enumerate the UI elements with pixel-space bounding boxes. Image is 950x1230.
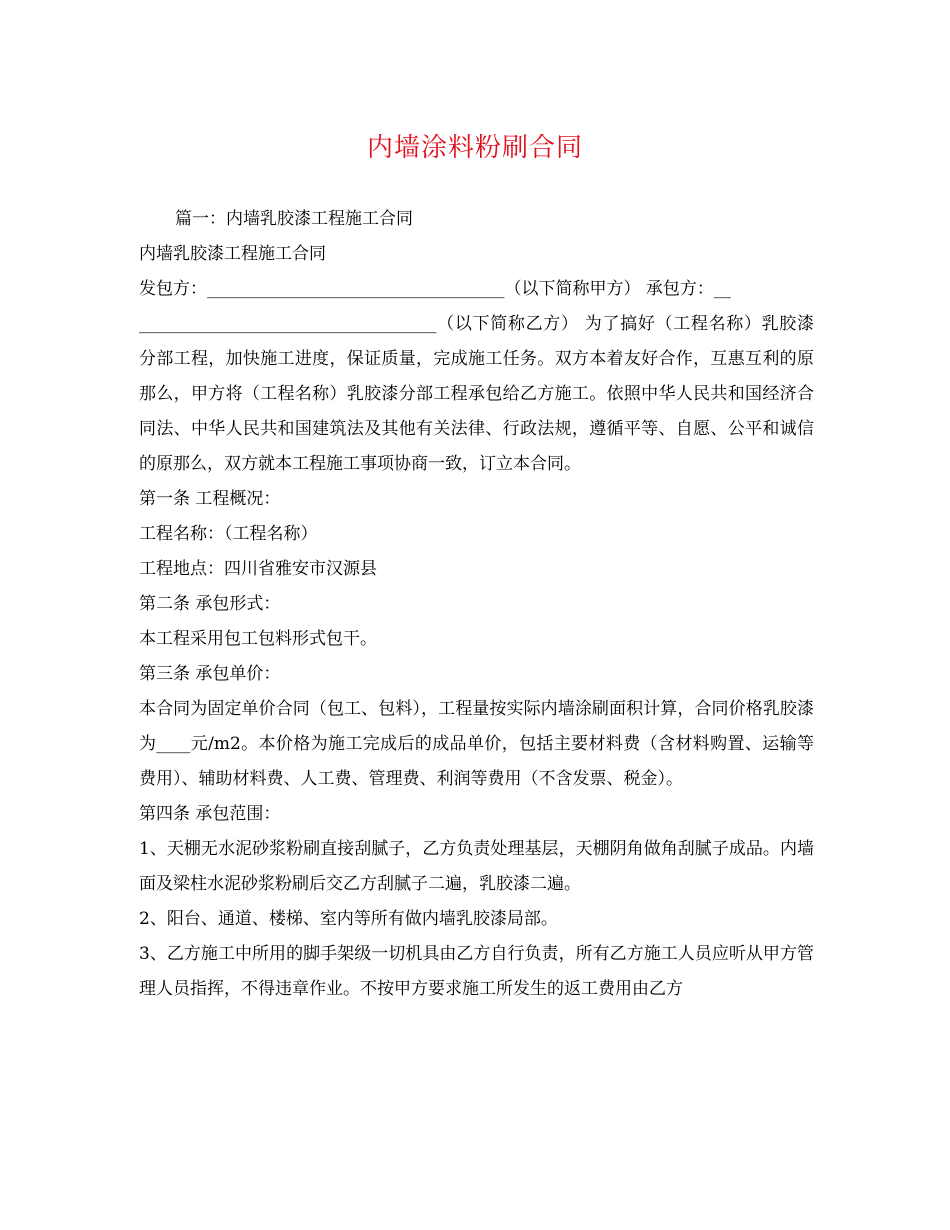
document-title: 内墙涂料粉刷合同 xyxy=(366,133,583,163)
unit-price-paragraph: 本合同为固定单价合同（包工、包料），工程量按实际内墙涂刷面积计算，合同价格乳胶漆为____元/m2。本价格为施工完成后的成品单价，包括主要材料费（含材料购置、运输等费用）、辅助材料费、人工费、管理费、利润等费用（不含发票、税金）。 xyxy=(139,699,814,789)
project-location-line: 工程地点：四川省雅安市汉源县 xyxy=(139,559,377,579)
article-4-heading: 第四条 承包范围： xyxy=(139,804,281,824)
contract-form-paragraph: 本工程采用包工包料形式包干。 xyxy=(139,629,377,649)
article-1-heading: 第一条 工程概况： xyxy=(139,489,281,509)
project-name-line: 工程名称：（工程名称） xyxy=(139,524,318,544)
intro-paragraph: ___________________________________（以下简称乙方） 为了搞好（工程名称）乳胶漆分部工程，加快施工进度，保证质量，完成施工任务。双方本着友好合作，互惠互利的原那么，甲方将（工程名称）乳胶漆分部工程承包给乙方施工。依照中华人民共和国经济合同法、中华人民共和国建筑法及其他有关法律、行政法规，遵循平等、自愿、公平和诚信的原那么，双方就本工程施工事项协商一致，订立本合同。 xyxy=(139,314,814,474)
section-heading: 篇一：内墙乳胶漆工程施工合同 xyxy=(175,209,413,229)
article-3-heading: 第三条 承包单价： xyxy=(139,664,281,684)
scope-item-2: 2、阳台、通道、楼梯、室内等所有做内墙乳胶漆局部。 xyxy=(139,909,558,929)
contract-subtitle: 内墙乳胶漆工程施工合同 xyxy=(139,244,326,264)
scope-item-1: 1、天棚无水泥砂浆粉刷直接刮腻子，乙方负责处理基层，天棚阴角做角刮腻子成品。内墙面及梁柱水泥砂浆粉刷后交乙方刮腻子二遍，乳胶漆二遍。 xyxy=(139,839,814,894)
document-body xyxy=(139,202,814,1007)
article-2-heading: 第二条 承包形式： xyxy=(139,594,281,614)
scope-item-3: 3、乙方施工中所用的脚手架级一切机具由乙方自行负责，所有乙方施工人员应听从甲方管理人员指挥，不得违章作业。不按甲方要求施工所发生的返工费用由乙方 xyxy=(139,944,814,999)
party-a-line: 发包方：___________________________________（以下简称甲方） 承包方：__ xyxy=(139,279,731,299)
